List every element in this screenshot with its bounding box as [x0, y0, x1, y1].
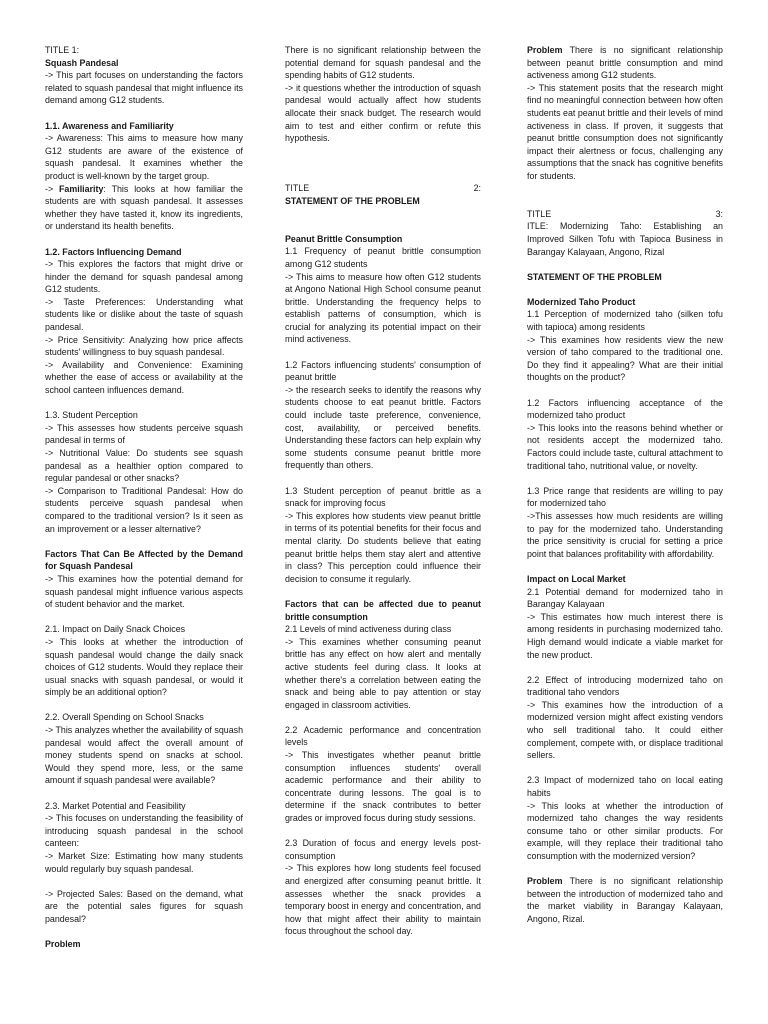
title-2-line	[285, 182, 481, 195]
section-1-2-price: -> Price Sensitivity: Analyzing how price affects students' willingness to buy squash pandesal.	[45, 334, 243, 358]
problem-2-statement: Problem There is no significant relationship between peanut brittle consumption and mind activeness among G12 students.	[527, 45, 723, 81]
t-1-3-body: ->This assesses how much residents are willing to pay for the modernized taho. Understanding the price sensitivity is crucial for setting a price point that balances profitability with affordability.	[527, 510, 723, 559]
section-1-1-familiarity: -> Familiarity: This looks at how familiar the students are with squash pandesal. It assesses whether they have tasted it, know its ingredients, or understand its health benefits.	[45, 183, 243, 232]
column-1	[45, 44, 243, 951]
q-2-1-heading: 2.1 Levels of mind activeness during class	[285, 624, 452, 635]
q-2-3-heading: 2.3 Duration of focus and energy levels post-consumption	[285, 838, 481, 861]
title-2-word: TITLE	[285, 183, 310, 194]
problem-3-statement: Problem There is no significant relationship between the introduction of modernized taho and the market viability in Barangay Kalayaan, Angono, Rizal.	[527, 876, 723, 924]
section-2-3-projected-sales: -> Projected Sales: Based on the demand, what are the potential sales figures for squash pandesal?	[45, 888, 243, 924]
q-2-1-body: -> This examines whether consuming peanut brittle has any effect on how alert and mentally active students feel during class. It looks at whether there's a correlation between eating the snack and being able to pay attention or stay engaged in classroom activities.	[285, 636, 481, 710]
t-2-2-heading: 2.2 Effect of introducing modernized taho on traditional taho vendors	[527, 674, 723, 698]
column-2	[285, 44, 481, 951]
factors-intro: -> This examines how the potential demand for squash pandesal might influence various aspects of student behavior and the market.	[45, 573, 243, 610]
q-2-2-body: -> This investigates whether peanut brittle consumption influences students' overall academic performance and their ability to concentrate during lessons. The goal is to determine if the snack contributes to better grades or improved focus during study sessions.	[285, 750, 481, 824]
t-1-3-heading: 1.3 Price range that residents are willing to pay for modernized taho	[527, 485, 723, 509]
t-2-3-body: -> This looks at whether the introduction of modernized taho changes the way residents consume taho or other similar products. For example, will they replace their traditional taho consumption with the modernized version?	[527, 800, 723, 861]
t-2-1-body: -> This estimates how much interest there is among residents in purchasing modernized taho. High demand would indicate a viable market for the new product.	[527, 611, 723, 660]
section-1-3-heading: 1.3. Student Perception	[45, 410, 138, 421]
section-2-2-heading: 2.2. Overall Spending on School Snacks	[45, 712, 204, 723]
section-1-3-intro: -> This assesses how students perceive squash pandesal in terms of	[45, 422, 243, 446]
hypothesis-1-note: -> it questions whether the introduction of squash pandesal would actually affect how students allocate their snack budget. The research would aim to test and either confirm or refute this hypothesis.	[285, 82, 481, 144]
title-1-label: TITLE 1:	[45, 45, 80, 55]
factors-heading: Factors That Can Be Affected by the Demand for Squash Pandesal	[45, 548, 243, 572]
q-1-1-heading: 1.1 Frequency of peanut brittle consumption among G12 students	[285, 246, 481, 269]
title-3-word: TITLE	[527, 208, 552, 219]
section-2-3-market-size: -> Market Size: Estimating how many students would regularly buy squash pandesal.	[45, 851, 243, 874]
problem-2-note: -> This statement posits that the research might find no meaningful connection between how often students eat peanut brittle and their levels of mind activeness in class. If proven, it suggests that peanut brittle consumption does not significantly impact their alertness or focus, challenging any assumptions that the snack has cognitive benefits for students.	[527, 82, 723, 181]
column-3	[527, 44, 723, 938]
impact-heading: Impact on Local Market	[527, 573, 626, 584]
title-2-number: 2:	[473, 183, 481, 194]
section-1-2-availability: -> Availability and Convenience: Examining whether the ease of access or availability at the school canteen influences demand.	[45, 359, 243, 396]
statement-of-problem-3: STATEMENT OF THE PROBLEM	[527, 271, 662, 282]
peanut-brittle-heading: Peanut Brittle Consumption	[285, 233, 403, 244]
t-1-2-body: -> This looks into the reasons behind whether or not residents accept the modernized taho. Factors could include taste, cultural attachment to traditional taho, nutritional value, or novelty.	[527, 422, 723, 471]
section-1-3-nutritional: -> Nutritional Value: Do students see squash pandesal as a healthier option compared to regular pandesal or other snacks?	[45, 448, 243, 484]
section-1-1-heading: 1.1. Awareness and Familiarity	[45, 120, 174, 131]
section-2-1-body: -> This looks at whether the introduction of squash pandesal would change the daily snack choices of G12 students. Would they replace their usual snacks with squash pandesal, or would it simply be an additional option?	[45, 636, 243, 698]
q-1-2-heading: 1.2 Factors influencing students' consumption of peanut brittle	[285, 359, 481, 383]
section-1-2-taste: -> Taste Preferences: Understanding what students like or dislike about the taste of squash pandesal.	[45, 296, 243, 333]
statement-of-problem-2: STATEMENT OF THE PROBLEM	[285, 195, 420, 206]
section-2-1-heading: 2.1. Impact on Daily Snack Choices	[45, 624, 186, 635]
section-2-2-body: -> This analyzes whether the availability of squash pandesal would affect the overall amount of money students spend on snacks at school. Would they spend more, less, or the same amount if squash pandesal were available?	[45, 725, 243, 786]
t-2-3-heading: 2.3 Impact of modernized taho on local eating habits	[527, 775, 723, 799]
title-3-number: 3:	[715, 208, 723, 219]
section-1-2-heading: 1.2. Factors Influencing Demand	[45, 246, 182, 257]
t-2-1-heading: 2.1 Potential demand for modernized taho in Barangay Kalayaan	[527, 586, 723, 610]
q-1-1-body: -> This aims to measure how often G12 students at Angono National High School consume peanut brittle. Understanding the frequency helps to establish patterns of consumption, which is crucial for analyzing its potential impact on their mind activeness.	[285, 271, 481, 345]
t-1-1-heading: 1.1 Perception of modernized taho (silken tofu with tapioca) among residents	[527, 309, 723, 333]
title-1-intro: -> This part focuses on understanding the factors related to squash pandesal that might influence its demand among G12 students.	[45, 70, 243, 106]
affected-factors-heading: Factors that can be affected due to peanut brittle consumption	[285, 598, 481, 622]
t-1-2-heading: 1.2 Factors influencing acceptance of the modernized taho product	[527, 397, 723, 421]
q-2-3-body: -> This explores how long students feel focused and energized after consuming peanut brittle. It assesses whether the snack provides a temporary boost in energy and concentration, and how that might affect their ability to maintain focus throughout the school day.	[285, 863, 481, 937]
section-1-2-intro: -> This explores the factors that might drive or hinder the demand for squash pandesal among G12 students.	[45, 259, 243, 295]
q-1-2-body: -> the research seeks to identify the reasons why students choose to eat peanut brittle. Factors could include taste preference, convenience, cost, availability, or perceived benefits. Understanding these factors can help explain why some students consume peanut brittle more frequently than others.	[285, 384, 481, 471]
section-2-3-heading: 2.3. Market Potential and Feasibility	[45, 800, 186, 811]
section-1-1-awareness: -> Awareness: This aims to measure how many G12 students are aware of the existence of squash pandesal. It examines whether the product is well-known by the target group.	[45, 133, 243, 181]
title-3-line	[527, 208, 723, 221]
problem-heading: Problem	[45, 939, 81, 950]
q-1-3-heading: 1.3 Student perception of peanut brittle as a snack for improving focus	[285, 485, 481, 509]
hypothesis-1: There is no significant relationship between the potential demand for squash pandesal and the spending habits of G12 students.	[285, 45, 481, 81]
title-3-text: ITLE: Modernizing Taho: Establishing an Improved Silken Tofu with Tapioca Business in Barangay Kalayaan, Angono, Rizal	[527, 221, 723, 257]
modernized-taho-heading: Modernized Taho Product	[527, 296, 636, 307]
section-1-3-comparison: -> Comparison to Traditional Pandesal: How do students perceive squash pandesal when compared to the traditional version? Is it seen as an improvement or a lesser alternative?	[45, 485, 243, 534]
title-1-name: Squash Pandesal	[45, 57, 119, 68]
section-2-3-body: -> This focuses on understanding the feasibility of introducing squash pandesal in the school canteen:	[45, 813, 243, 849]
q-1-3-body: -> This explores how students view peanut brittle in terms of its potential benefits for their focus and mental clarity. Do students believe that eating peanut brittle helps them stay alert and attentive in class? This perception could influence their decision to consume it regularly.	[285, 510, 481, 584]
q-2-2-heading: 2.2 Academic performance and concentration levels	[285, 724, 481, 748]
t-1-1-body: -> This examines how residents view the new version of taho compared to the traditional one. Do they find it appealing? What are their initial thoughts on the product?	[527, 334, 723, 383]
t-2-2-body: -> This examines how the introduction of a modernized version might affect existing vendors who sell traditional taho. It could either complement, compete with, or displace traditional sellers.	[527, 699, 723, 761]
